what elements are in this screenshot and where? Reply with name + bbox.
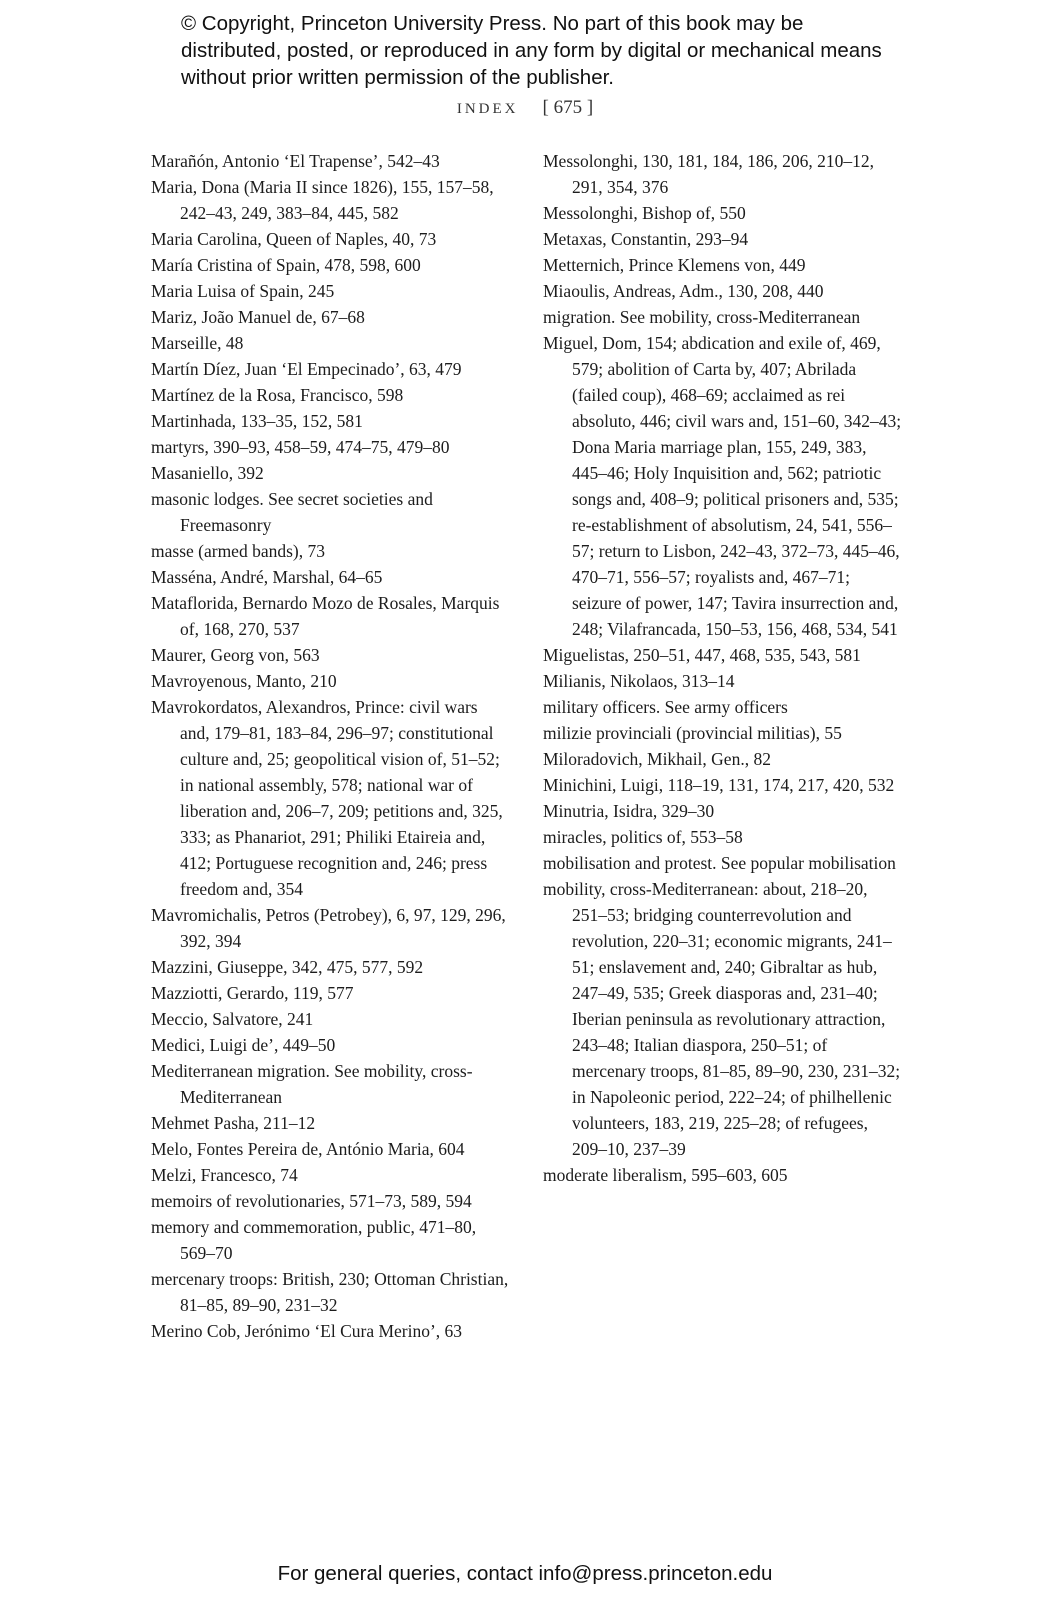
index-entry: Maria Carolina, Queen of Naples, 40, 73 — [151, 229, 437, 249]
index-entry: Mavromichalis, Petros (Petrobey), 6, 97, 129, 296, 392, 394 — [151, 905, 506, 951]
index-entry: Masséna, André, Marshal, 64–65 — [151, 567, 383, 587]
index-entry: Meccio, Salvatore, 241 — [151, 1009, 314, 1029]
index-entry: Marañón, Antonio ‘El Trapense’, 542–43 — [151, 151, 440, 171]
index-entry: Maria, Dona (Maria II since 1826), 155, 157–58, 242–43, 249, 383–84, 445, 582 — [151, 177, 494, 223]
contact-footer: For general queries, contact info@press.princeton.edu — [277, 1562, 773, 1585]
index-entry: Mazzini, Giuseppe, 342, 475, 577, 592 — [151, 957, 424, 977]
index-entry: miracles, politics of, 553–58 — [543, 827, 743, 847]
index-entry: Minutria, Isidra, 329–30 — [543, 801, 715, 821]
running-head-label: INDEX — [456, 101, 519, 117]
index-entry: Merino Cob, Jerónimo ‘El Cura Merino’, 63 — [151, 1321, 463, 1341]
index-entry: Metaxas, Constantin, 293–94 — [543, 229, 749, 249]
running-head — [0, 97, 1050, 119]
index-entry: moderate liberalism, 595–603, 605 — [543, 1165, 788, 1185]
index-entry: Martinhada, 133–35, 152, 581 — [151, 411, 363, 431]
index-entry: Mataflorida, Bernardo Mozo de Rosales, Marquis of, 168, 270, 537 — [151, 593, 500, 639]
index-entry: Mavrokordatos, Alexandros, Prince: civil wars and, 179–81, 183–84, 296–97; constitutional culture and, 25; geopolitical vision of, 51–52; in national assembly, 578; national war of liberation and, 206–7, 209; petitions and, 325, 333; as Phanariot, 291; Philiki Etaireia and, 412; Portuguese recognition and, 246; press freedom and, 354 — [151, 697, 503, 899]
index-column-left — [151, 148, 511, 1344]
index-entry: Maurer, Georg von, 563 — [151, 645, 320, 665]
index-entry: Martín Díez, Juan ‘El Empecinado’, 63, 479 — [151, 359, 462, 379]
index-entry: memoirs of revolutionaries, 571–73, 589, 594 — [151, 1191, 472, 1211]
page-number: [ 675 ] — [542, 97, 594, 118]
index-entry: Masaniello, 392 — [151, 463, 264, 483]
index-entry: memory and commemoration, public, 471–80, 569–70 — [151, 1217, 477, 1263]
index-entry: migration. See mobility, cross-Mediterranean — [543, 307, 861, 327]
index-entry: Maria Luisa of Spain, 245 — [151, 281, 335, 301]
index-entry: masse (armed bands), 73 — [151, 541, 325, 561]
index-entry: Metternich, Prince Klemens von, 449 — [543, 255, 806, 275]
index-entry: Mazziotti, Gerardo, 119, 577 — [151, 983, 354, 1003]
index-entry: Milianis, Nikolaos, 313–14 — [543, 671, 735, 691]
index-entry: mobilisation and protest. See popular mobilisation — [543, 853, 896, 873]
index-entry: María Cristina of Spain, 478, 598, 600 — [151, 255, 421, 275]
index-entry: Minichini, Luigi, 118–19, 131, 174, 217, 420, 532 — [543, 775, 895, 795]
copyright-notice: © Copyright, Princeton University Press. No part of this book may be distributed, posted, or reproduced in any form by digital or mechanical means without prior written permission of the publisher. — [181, 12, 882, 89]
index-entry: Mediterranean migration. See mobility, cross-Mediterranean — [151, 1061, 473, 1107]
index-entry: Mehmet Pasha, 211–12 — [151, 1113, 316, 1133]
index-entry: military officers. See army officers — [543, 697, 788, 717]
index-entry: Miguelistas, 250–51, 447, 468, 535, 543, 581 — [543, 645, 861, 665]
index-entry: Mavroyenous, Manto, 210 — [151, 671, 337, 691]
index-entry: Miloradovich, Mikhail, Gen., 82 — [543, 749, 771, 769]
index-entry: Marseille, 48 — [151, 333, 244, 353]
index-entry: Martínez de la Rosa, Francisco, 598 — [151, 385, 404, 405]
index-entry: Messolonghi, 130, 181, 184, 186, 206, 210–12, 291, 354, 376 — [543, 151, 875, 197]
index-entry: Miguel, Dom, 154; abdication and exile of, 469, 579; abolition of Carta by, 407; Abrilada (failed coup), 468–69; acclaimed as rei absoluto, 446; civil wars and, 151–60, 342–43; Dona Maria marriage plan, 155, 249, 383, 445–46; Holy Inquisition and, 562; patriotic songs and, 408–9; political prisoners and, 535; re-establishment of absolutism, 24, 541, 556–57; return to Lisbon, 242–43, 372–73, 445–46, 470–71, 556–57; royalists and, 467–71; seizure of power, 147; Tavira insurrection and, 248; Vilafrancada, 150–53, 156, 468, 534, 541 — [543, 333, 902, 639]
index-entry: Mariz, João Manuel de, 67–68 — [151, 307, 365, 327]
index-entry: mercenary troops: British, 230; Ottoman Christian, 81–85, 89–90, 231–32 — [151, 1269, 509, 1315]
index-entry: Melzi, Francesco, 74 — [151, 1165, 298, 1185]
index-column-right — [543, 148, 903, 1188]
index-entry: Melo, Fontes Pereira de, António Maria, 604 — [151, 1139, 465, 1159]
index-entry: Miaoulis, Andreas, Adm., 130, 208, 440 — [543, 281, 824, 301]
index-entry: martyrs, 390–93, 458–59, 474–75, 479–80 — [151, 437, 450, 457]
index-entry: masonic lodges. See secret societies and Freemasonry — [151, 489, 433, 535]
index-entry: mobility, cross-Mediterranean: about, 218–20, 251–53; bridging counterrevolution and revolution, 220–31; economic migrants, 241–51; enslavement and, 240; Gibraltar as hub, 247–49, 535; Greek diasporas and, 231–40; Iberian peninsula as revolutionary attraction, 243–48; Italian diaspora, 250–51; of mercenary troops, 81–85, 89–90, 230, 231–32; in Napoleonic period, 222–24; of philhellenic volunteers, 183, 219, 225–28; of refugees, 209–10, 237–39 — [543, 879, 901, 1159]
index-entry: milizie provinciali (provincial militias), 55 — [543, 723, 842, 743]
index-entry: Messolonghi, Bishop of, 550 — [543, 203, 746, 223]
index-entry: Medici, Luigi de’, 449–50 — [151, 1035, 336, 1055]
